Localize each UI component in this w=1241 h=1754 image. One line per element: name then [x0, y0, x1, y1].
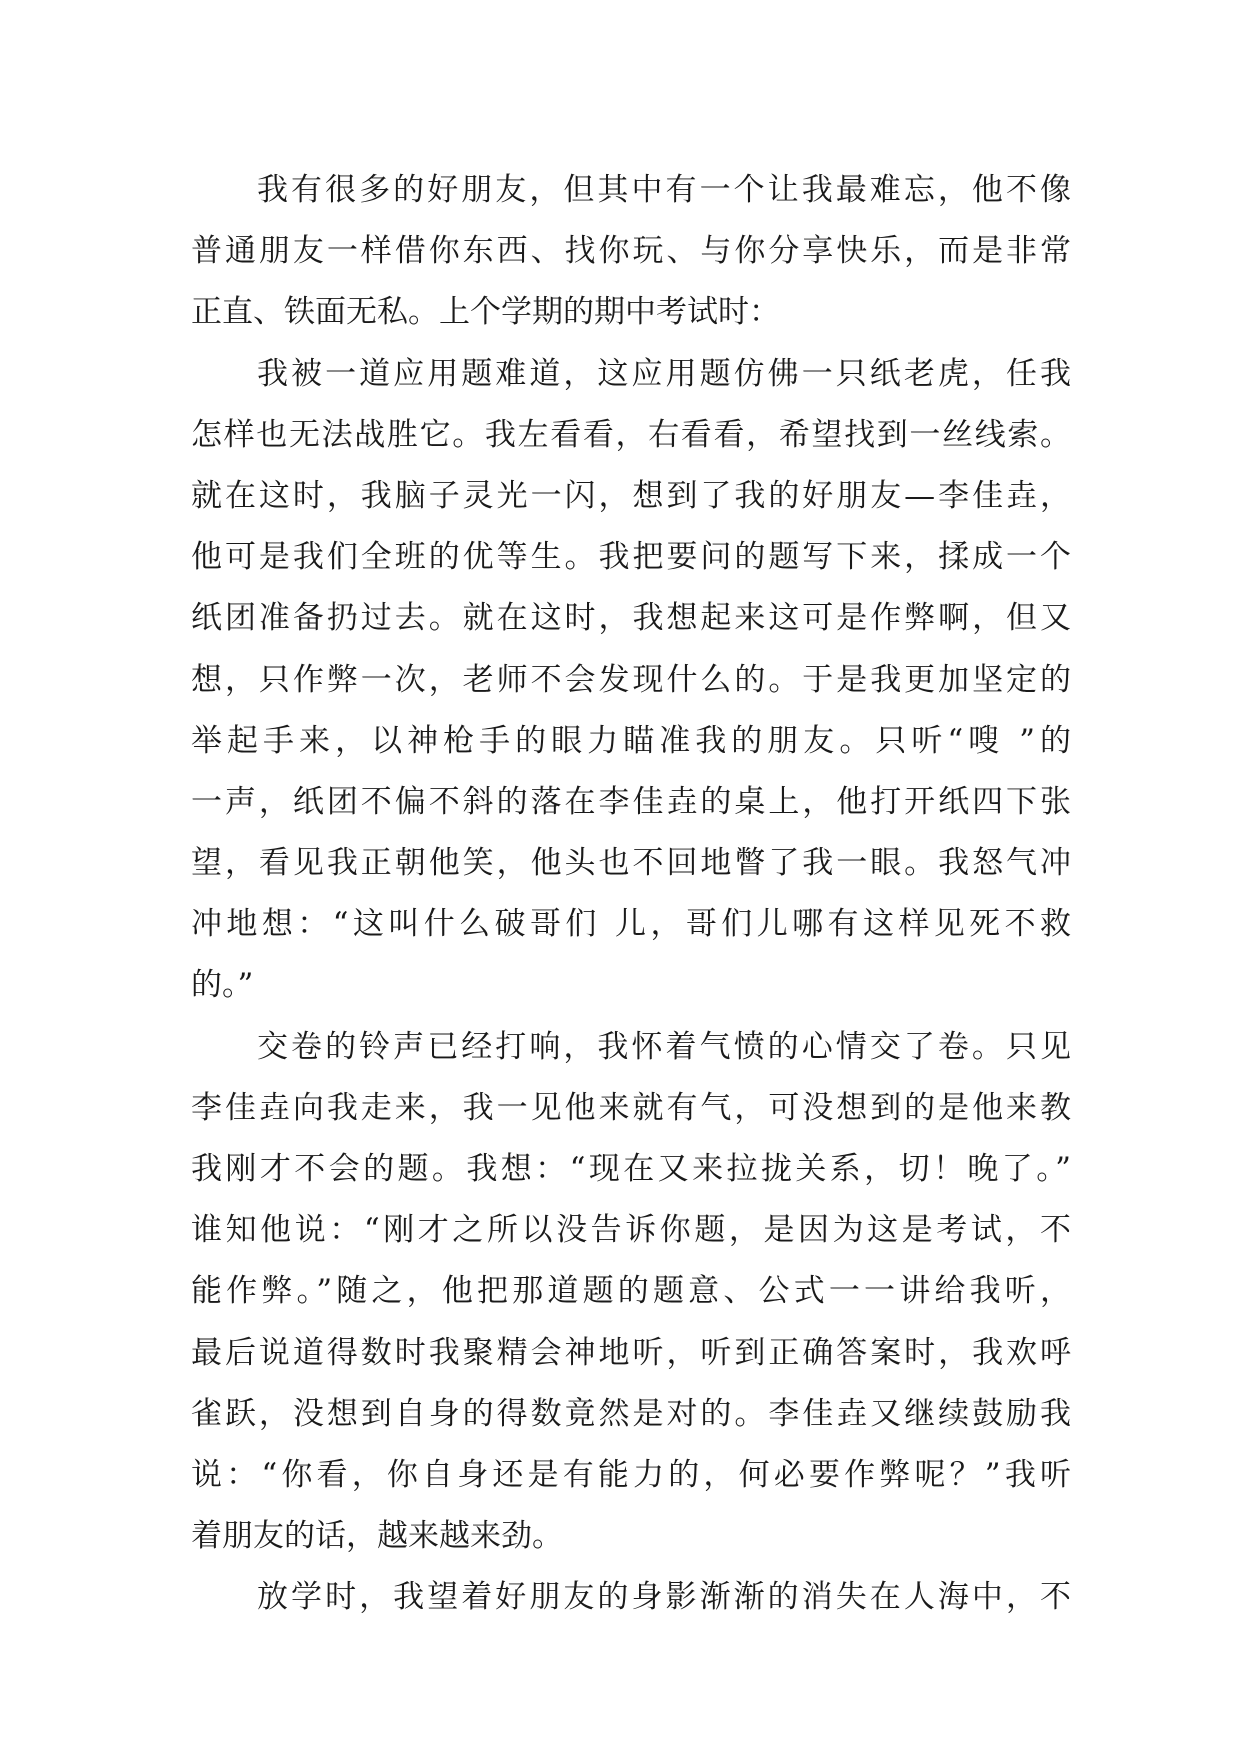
text-line: 正直、铁面无私。上个学期的期中考试时： [191, 294, 780, 331]
text-line: 雀跃，没想到自身的得数竟然是对的。李佳垚又继续鼓励我 [191, 1395, 1071, 1432]
text-line: 望，看见我正朝他笑，他头也不回地瞥了我一眼。我怒气冲 [191, 845, 1071, 882]
text-line: 谁知他说：“刚才之所以没告诉你题，是因为这是考试，不 [191, 1212, 1071, 1249]
text-line: 交卷的铃声已经打响，我怀着气愤的心情交了卷。只见 [257, 1028, 1071, 1065]
text-line: 普通朋友一样借你东西、找你玩、与你分享快乐，而是非常 [191, 233, 1071, 270]
text-line: 的。” [191, 967, 254, 1004]
text-line: 举起手来，以神枪手的眼力瞄准我的朋友。只听“嗖 ”的 [191, 722, 1071, 759]
text-line: 纸团准备扔过去。就在这时，我想起来这可是作弊啊，但又 [191, 600, 1071, 637]
text-line: 我被一道应用题难道，这应用题仿佛一只纸老虎，任我 [257, 355, 1071, 392]
text-line: 着朋友的话，越来越来劲。 [191, 1518, 563, 1555]
text-line: 我有很多的好朋友，但其中有一个让我最难忘，他不像 [257, 172, 1071, 208]
text-line: 能作弊。”随之，他把那道题的题意、公式一一讲给我听， [191, 1273, 1071, 1310]
text-line: 怎样也无法战胜它。我左看看，右看看，希望找到一丝线索。 [191, 416, 1071, 453]
text-line: 想，只作弊一次，老师不会发现什么的。于是我更加坚定的 [191, 661, 1071, 698]
text-line: 李佳垚向我走来，我一见他来就有气，可没想到的是他来教 [191, 1089, 1071, 1126]
text-line: 一声，纸团不偏不斜的落在李佳垚的桌上，他打开纸四下张 [191, 783, 1071, 820]
text-line: 放学时，我望着好朋友的身影渐渐的消失在人海中，不 [257, 1579, 1071, 1616]
text-line: 他可是我们全班的优等生。我把要问的题写下来，揉成一个 [191, 539, 1071, 576]
text-line: 冲地想：“这叫什么破哥们 儿，哥们儿哪有这样见死不救 [191, 906, 1071, 943]
essay-body [191, 160, 1071, 1629]
text-line: 最后说道得数时我聚精会神地听，听到正确答案时，我欢呼 [191, 1334, 1071, 1371]
text-line: 就在这时，我脑子灵光一闪，想到了我的好朋友—李佳垚， [191, 477, 1071, 514]
text-line: 说：“你看，你自身还是有能力的，何必要作弊呢？”我听 [191, 1456, 1071, 1493]
text-line: 我刚才不会的题。我想：“现在又来拉拢关系，切！晚了。” [191, 1151, 1071, 1187]
